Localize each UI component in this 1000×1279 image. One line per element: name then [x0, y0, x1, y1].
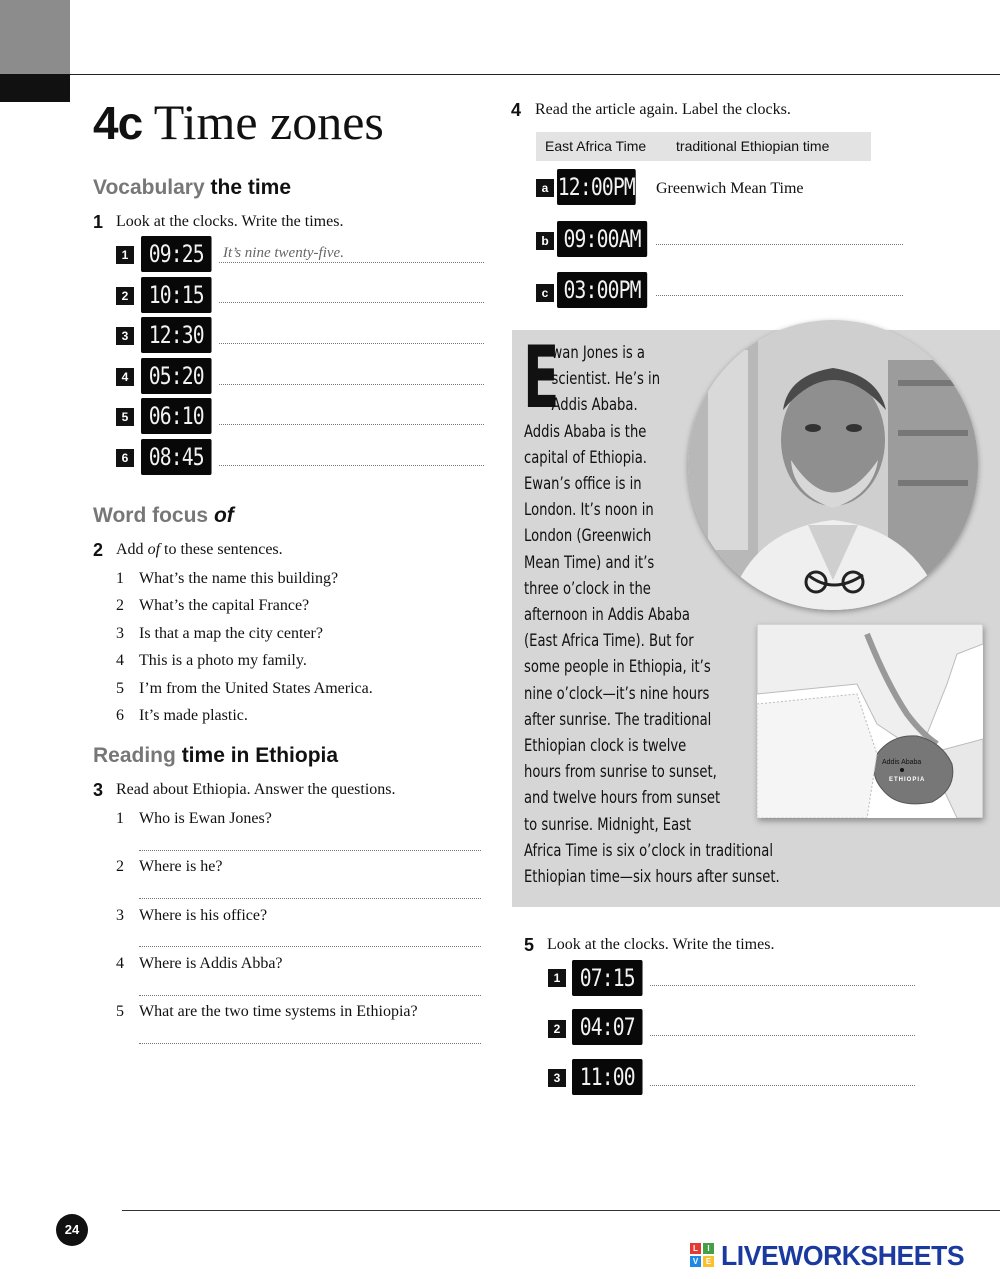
answer-line[interactable] [656, 295, 903, 296]
heading-dark: the time [210, 176, 292, 199]
digital-clock: 08:45 [141, 439, 212, 475]
instruction-emphasis: of [147, 541, 161, 558]
item-number: 5 [116, 680, 124, 697]
item-number: 5 [116, 1003, 124, 1020]
article-line: Mean Time) and it’s [524, 552, 655, 573]
article-line: three o’clock in the [524, 578, 651, 599]
article-line: Addis Ababa is the [524, 421, 647, 442]
question-item [116, 907, 267, 925]
answer-line[interactable] [139, 850, 481, 851]
question-number: 5 [524, 935, 535, 955]
item-badge: 2 [116, 287, 134, 305]
logo-grid-icon [690, 1243, 714, 1267]
answer-line[interactable] [139, 898, 481, 899]
heading-grey: Vocabulary [93, 176, 205, 199]
digital-clock: 03:00PM [557, 272, 647, 308]
word-bank-option: East Africa Time [545, 138, 647, 154]
page-title [93, 92, 384, 153]
map-city-label: Addis Ababa [882, 759, 922, 766]
item-number: 6 [116, 707, 124, 724]
item-number: 2 [116, 597, 124, 614]
answer-line[interactable] [139, 1043, 481, 1044]
question-number: 2 [93, 540, 104, 560]
item-number: 3 [116, 907, 124, 924]
item-badge: 6 [116, 449, 134, 467]
item-text: It’s made plastic. [139, 707, 248, 724]
answer-line[interactable] [650, 1085, 915, 1086]
item-badge: 5 [116, 408, 134, 426]
reading-heading [93, 744, 338, 768]
question-item [116, 955, 283, 973]
example-answer: It’s nine twenty-five. [223, 245, 344, 261]
question-number: 1 [93, 212, 104, 232]
item-text: This is a photo my family. [139, 652, 307, 669]
list-item [116, 570, 338, 588]
instruction-text: to these sentences. [164, 541, 283, 558]
digital-clock: 10:15 [141, 277, 212, 313]
page-number: 24 [56, 1214, 88, 1246]
unit-number: 4c [93, 97, 143, 149]
article-line: wan Jones is a [551, 343, 645, 363]
article-line: (East Africa Time). But for [524, 631, 694, 652]
list-item [116, 652, 307, 670]
digital-clock: 05:20 [141, 358, 212, 394]
answer-line[interactable] [219, 424, 484, 425]
article-line: London (Greenwich [524, 526, 652, 547]
item-text: Who is Ewan Jones? [139, 810, 272, 827]
digital-clock: 04:07 [572, 1009, 643, 1045]
question-number: 3 [93, 780, 104, 800]
answer-line[interactable] [656, 244, 903, 245]
corner-block-grey [0, 0, 70, 74]
heading-dark: of [213, 504, 234, 527]
list-item [116, 707, 248, 725]
item-badge: 2 [548, 1020, 566, 1038]
instruction-text: Add [116, 541, 144, 558]
article-line: Ewan’s office is in [524, 474, 642, 495]
item-text: Where is he? [139, 858, 223, 875]
unit-title: Time zones [153, 94, 384, 150]
item-number: 1 [116, 810, 124, 827]
digital-clock: 06:10 [141, 398, 212, 434]
item-text: Is that a map the city center? [139, 625, 323, 642]
list-item [116, 597, 309, 615]
answer-line[interactable] [650, 1035, 915, 1036]
article-line: scientist. He’s in [551, 369, 661, 390]
item-badge: b [536, 232, 554, 250]
question-item [116, 1003, 418, 1021]
article-line: to sunrise. Midnight, East [524, 814, 692, 835]
digital-clock: 11:00 [572, 1059, 643, 1095]
item-badge: 3 [116, 327, 134, 345]
heading-grey: Reading [93, 744, 176, 767]
instruction [116, 541, 283, 559]
heading-dark: time in Ethiopia [181, 744, 339, 767]
answer-line[interactable] [219, 262, 484, 263]
word-bank [536, 132, 871, 161]
item-number: 2 [116, 858, 124, 875]
question-item [116, 810, 272, 828]
item-text: What are the two time systems in Ethiopia? [139, 1003, 418, 1020]
instruction: Read about Ethiopia. Answer the questions. [116, 781, 396, 798]
corner-block-black [0, 74, 70, 102]
article-line: Addis Ababa. [551, 395, 638, 416]
item-text: What’s the capital France? [139, 597, 310, 614]
item-number: 4 [116, 955, 124, 972]
liveworksheets-logo[interactable] [690, 1239, 990, 1273]
article-line: London. It’s noon in [524, 500, 654, 521]
drop-cap: E [523, 328, 560, 428]
answer-line[interactable] [219, 343, 484, 344]
item-badge: 4 [116, 368, 134, 386]
digital-clock: 09:25 [141, 236, 212, 272]
logo-letter: I [703, 1243, 714, 1254]
list-item [116, 625, 323, 643]
answer-line[interactable] [219, 302, 484, 303]
digital-clock: 09:00AM [557, 221, 647, 257]
heading-grey: Word focus [93, 504, 209, 527]
answer-line[interactable] [139, 995, 481, 996]
answer-line[interactable] [650, 985, 915, 986]
example-label: Greenwich Mean Time [656, 180, 804, 197]
item-badge: 1 [548, 969, 566, 987]
item-badge: 3 [548, 1069, 566, 1087]
article-line: nine o’clock—it’s nine hours [524, 683, 710, 704]
item-text: Where is his office? [139, 907, 268, 924]
word-bank-option: traditional Ethiopian time [676, 138, 830, 154]
digital-clock: 07:15 [572, 960, 643, 996]
answer-line[interactable] [139, 946, 481, 947]
question-item [116, 858, 223, 876]
item-badge: 1 [116, 246, 134, 264]
article-line: after sunrise. The traditional [524, 709, 712, 730]
word-focus-heading [93, 504, 234, 528]
item-text: Where is Addis Abba? [139, 955, 283, 972]
article-line: Ethiopian clock is twelve [524, 736, 687, 757]
article-line: some people in Ethiopia, it’s [524, 657, 711, 678]
instruction: Look at the clocks. Write the times. [547, 936, 775, 953]
article-line: hours from sunrise to sunset, [524, 762, 717, 783]
question-number: 4 [511, 100, 522, 120]
article-line: Ethiopian time—six hours after sunset. [524, 867, 780, 888]
item-badge: a [536, 179, 554, 197]
item-text: I’m from the United States America. [139, 680, 373, 697]
instruction: Read the article again. Label the clocks. [535, 101, 791, 118]
article-line: afternoon in Addis Ababa [524, 605, 690, 626]
item-number: 3 [116, 625, 124, 642]
list-item [116, 680, 373, 698]
answer-line[interactable] [219, 384, 484, 385]
item-badge: c [536, 284, 554, 302]
item-number: 4 [116, 652, 124, 669]
item-text: What’s the name this building? [139, 570, 339, 587]
bottom-rule [122, 1210, 1000, 1211]
top-rule [70, 74, 1000, 75]
logo-letter: V [690, 1256, 701, 1267]
digital-clock: 12:30 [141, 317, 212, 353]
vocabulary-heading [93, 176, 291, 200]
answer-line[interactable] [219, 465, 484, 466]
item-number: 1 [116, 570, 124, 587]
logo-letter: L [690, 1243, 701, 1254]
digital-clock: 12:00PM [557, 169, 636, 205]
map-country-label: ETHIOPIA [889, 777, 926, 783]
article-line: and twelve hours from sunset [524, 788, 721, 809]
logo-letter: E [703, 1256, 714, 1267]
brand-name: LIVEWORKSHEETS [721, 1240, 965, 1271]
article-line: capital of Ethiopia. [524, 447, 647, 468]
article-body [523, 328, 824, 890]
instruction: Look at the clocks. Write the times. [116, 213, 344, 230]
article-line: Africa Time is six o’clock in traditional [524, 840, 773, 861]
